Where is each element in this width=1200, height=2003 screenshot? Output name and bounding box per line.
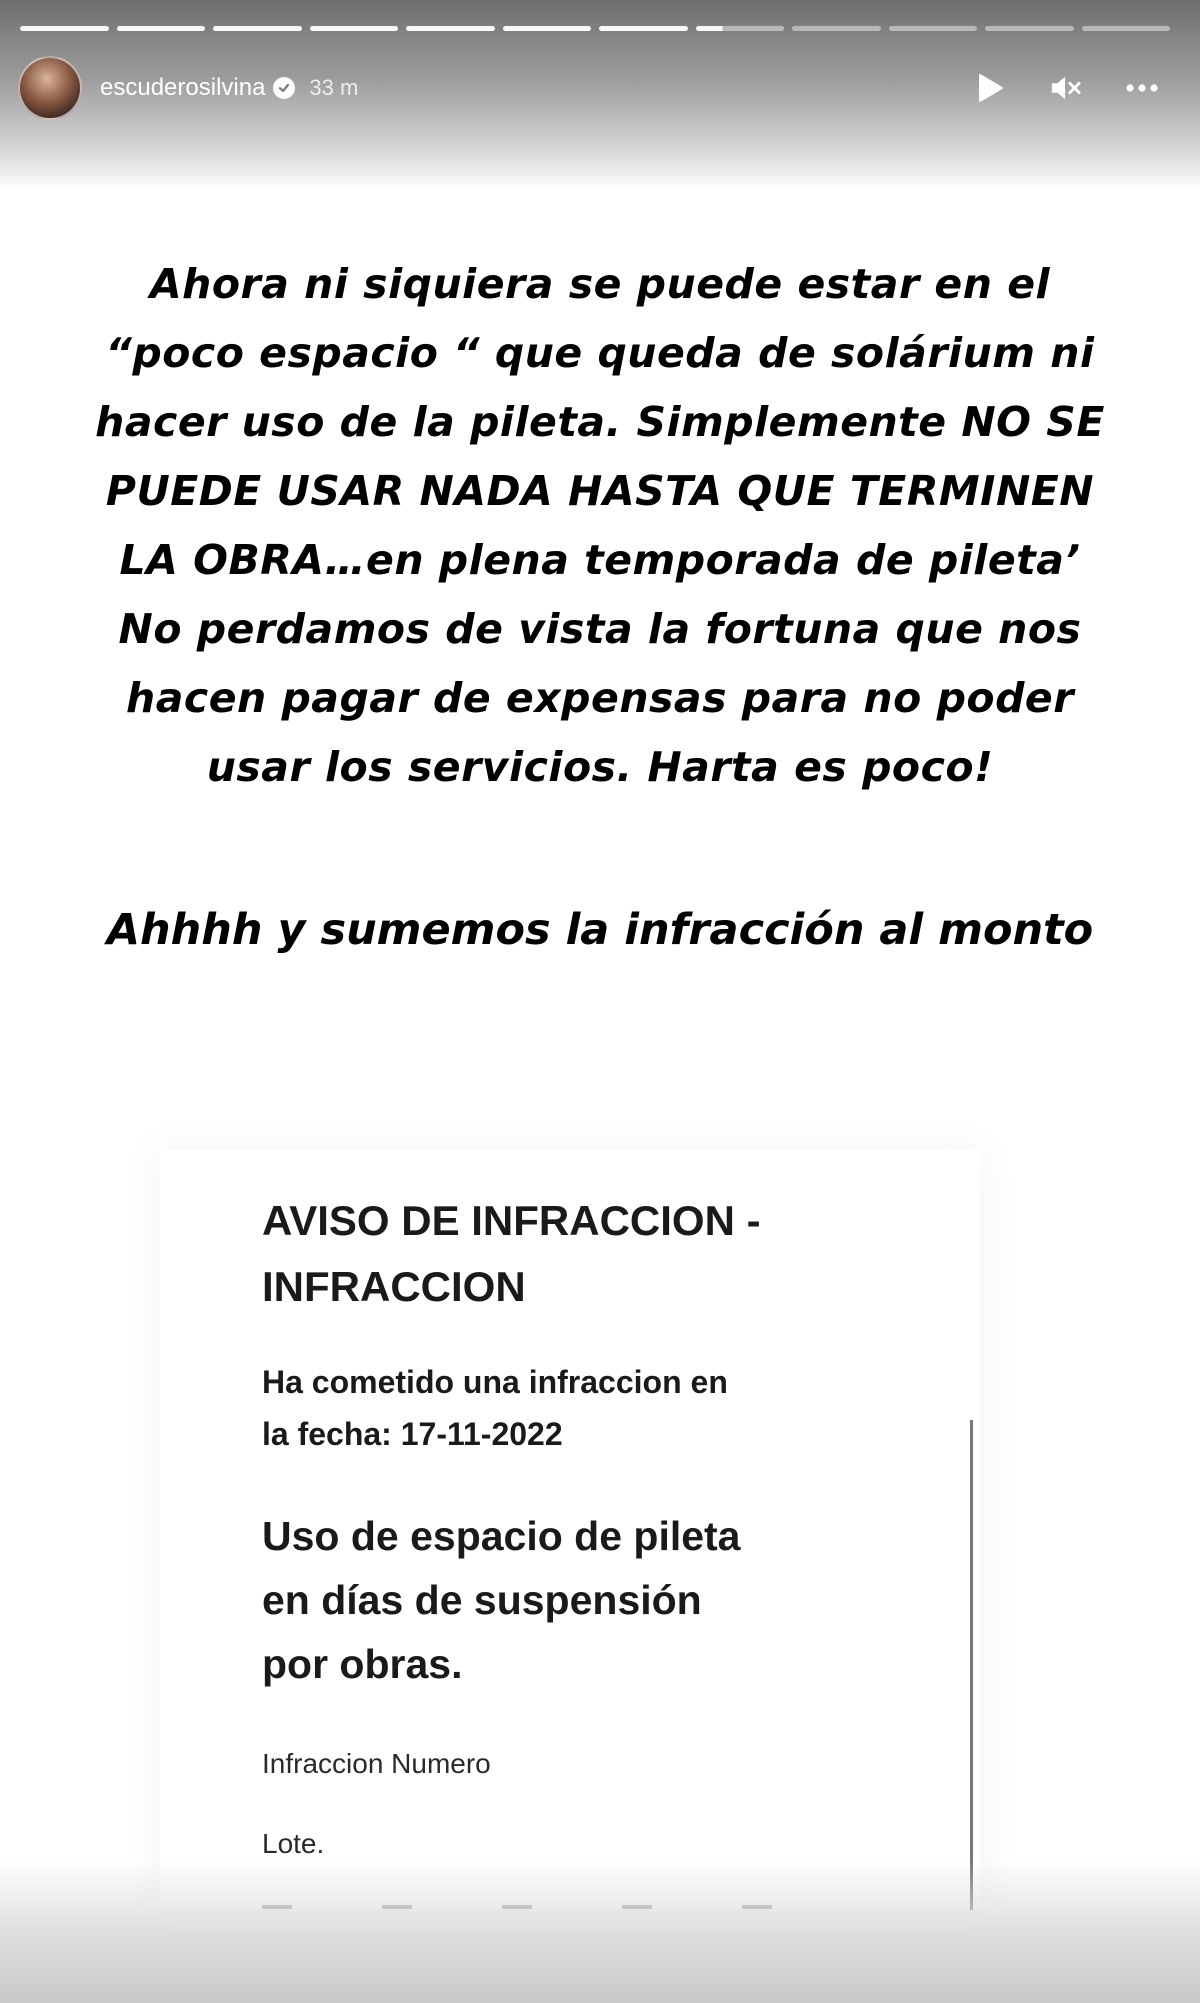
progress-segment bbox=[792, 26, 881, 31]
story-header bbox=[18, 56, 1182, 120]
lote-label: Lote. bbox=[262, 1828, 325, 1859]
progress-segment bbox=[20, 26, 109, 31]
notice-description bbox=[262, 1504, 902, 1696]
card-border-line bbox=[970, 1420, 973, 1910]
notice-title bbox=[262, 1188, 942, 1320]
story-progress-bar bbox=[20, 26, 1170, 32]
time-ago: 33 m bbox=[309, 75, 359, 100]
progress-segment bbox=[503, 26, 592, 31]
notice-description-line: por obras. bbox=[262, 1641, 463, 1687]
story-text-line: hacer uso de la pileta. Simplemente NO SE bbox=[95, 398, 1105, 446]
notice-title-line: INFRACCION bbox=[262, 1263, 526, 1310]
notice-date-line: la fecha: 17-11-2022 bbox=[262, 1416, 563, 1452]
progress-segment bbox=[406, 26, 495, 31]
notice-description-line: Uso de espacio de pileta bbox=[262, 1513, 741, 1559]
progress-segment-current bbox=[696, 26, 785, 31]
notice-title-line: AVISO DE INFRACCION - bbox=[262, 1197, 761, 1244]
story-text-line: usar los servicios. Harta es poco! bbox=[206, 743, 994, 791]
notice-description-line: en días de suspensión bbox=[262, 1577, 702, 1623]
story-text-line: hacen pagar de expensas para no poder bbox=[126, 674, 1074, 722]
play-icon[interactable] bbox=[974, 72, 1006, 104]
progress-segment bbox=[1082, 26, 1171, 31]
verified-badge-icon bbox=[273, 77, 295, 99]
progress-segment bbox=[599, 26, 688, 31]
progress-segment bbox=[985, 26, 1074, 31]
mute-icon[interactable] bbox=[1050, 72, 1082, 104]
progress-segment bbox=[889, 26, 978, 31]
footer-gradient bbox=[0, 1860, 1200, 2003]
avatar[interactable] bbox=[18, 56, 82, 120]
story-text-line: LA OBRA…en plena temporada de pileta’ bbox=[119, 536, 1081, 584]
story-text-line: Ahora ni siquiera se puede estar en el bbox=[149, 260, 1051, 308]
infraction-number-label: Infraccion Numero bbox=[262, 1748, 491, 1779]
more-icon[interactable] bbox=[1126, 72, 1158, 104]
story-text-line: “poco espacio “ que queda de solárium ni bbox=[105, 329, 1095, 377]
progress-segment bbox=[310, 26, 399, 31]
notice-date-line: Ha cometido una infraccion en bbox=[262, 1364, 728, 1400]
notice-date bbox=[262, 1356, 902, 1460]
story-text bbox=[0, 250, 1200, 802]
story-text-line: PUEDE USAR NADA HASTA QUE TERMINEN bbox=[105, 467, 1095, 515]
username[interactable]: escuderosilvina bbox=[100, 74, 266, 101]
story-text-secondary: Ahhhh y sumemos la infracción al monto bbox=[106, 905, 1094, 955]
story-text-line: No perdamos de vista la fortuna que nos bbox=[118, 605, 1082, 653]
progress-segment bbox=[117, 26, 206, 31]
progress-segment bbox=[213, 26, 302, 31]
